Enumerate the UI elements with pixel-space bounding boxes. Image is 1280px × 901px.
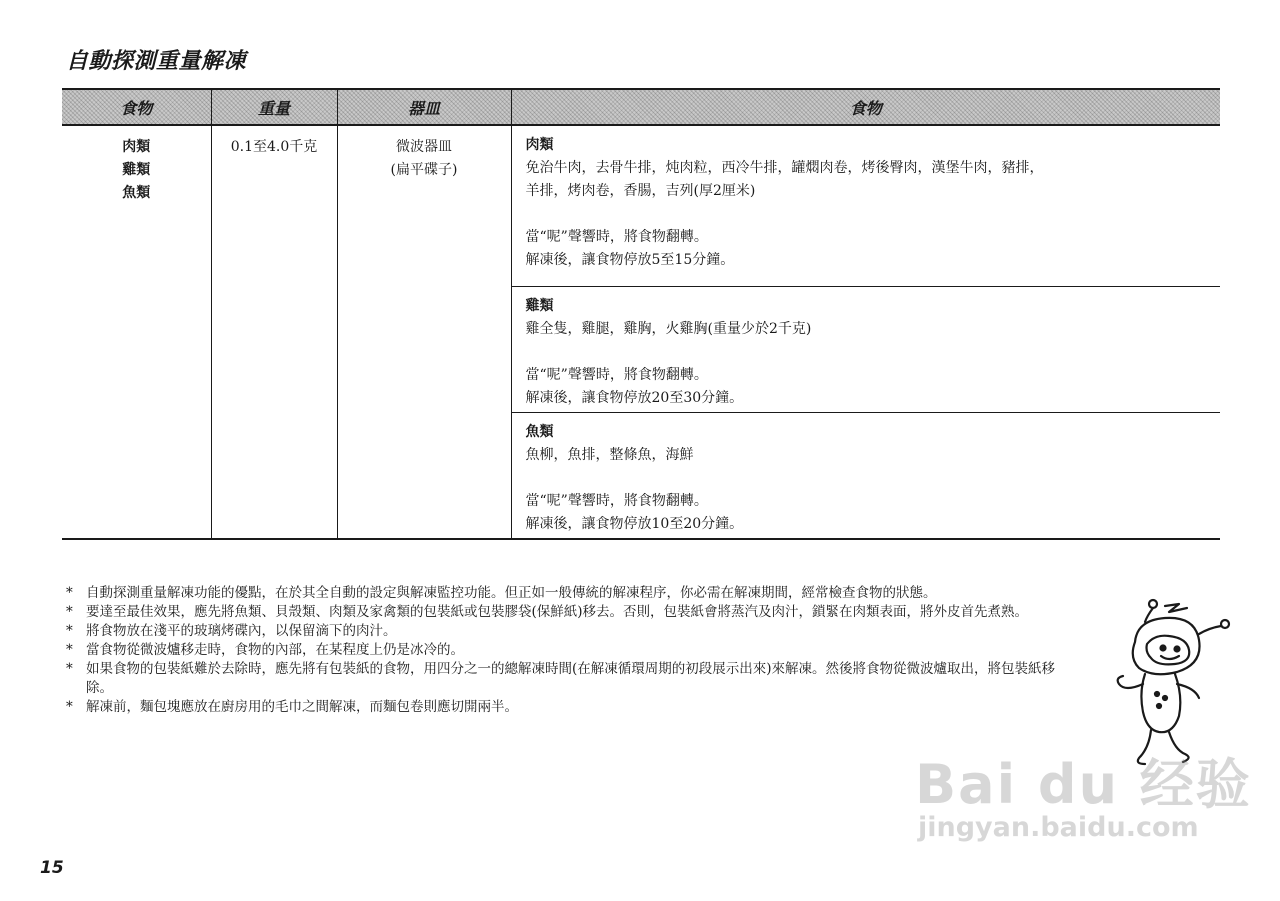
- page-title: 自動探測重量解凍: [66, 49, 247, 74]
- header-food: 食物: [62, 89, 211, 125]
- section-heading: 肉類: [525, 137, 554, 153]
- note-item: [66, 698, 1071, 717]
- header-dish: 器皿: [337, 89, 511, 125]
- food-type-fish: 魚類: [122, 185, 151, 201]
- note-item: [66, 641, 1071, 660]
- note-item: [66, 603, 1071, 622]
- section-items-line: 魚柳，魚排，整條魚，海鮮: [525, 447, 694, 463]
- table-header-row: [62, 89, 1220, 125]
- section-heading: 魚類: [525, 424, 554, 440]
- note-text: 將食物放在淺平的玻璃烤碟內，以保留滴下的肉汁。: [86, 623, 397, 639]
- note-text: 自動探測重量解凍功能的優點，在於其全自動的設定與解凍監控功能。但正如一般傳統的解凍程序，你必需在解凍期間，經常檢查食物的狀態。: [86, 585, 937, 601]
- note-text: 當食物從微波爐移走時，食物的內部，在某程度上仍是冰冷的。: [86, 642, 464, 658]
- section-instruction: 當“呢”聲響時，將食物翻轉。: [525, 367, 708, 383]
- section-instruction: 當“呢”聲響時，將食物翻轉。: [525, 493, 708, 509]
- note-item: [66, 660, 1071, 698]
- defrost-table: [62, 88, 1220, 540]
- watermark-url: jingyan.baidu.com: [918, 812, 1199, 843]
- note-marker: *: [66, 699, 73, 715]
- food-type-cell: [62, 125, 211, 539]
- table-row: [62, 125, 1220, 539]
- weight-cell: [211, 125, 337, 539]
- notes-list: [66, 584, 1071, 717]
- note-text: 解凍前，麵包塊應放在廚房用的毛巾之間解凍，而麵包卷則應切開兩半。: [86, 699, 518, 715]
- note-text: 要達至最佳效果，應先將魚類、貝殼類、肉類及家禽類的包裝紙或包裝膠袋(保鮮紙)移去。否則，包裝紙會將蒸汽及肉汁，鎖緊在肉類表面，將外皮首先煮熟。: [86, 604, 1029, 620]
- note-marker: *: [66, 661, 73, 677]
- note-marker: *: [66, 604, 73, 620]
- header-food-detail: 食物: [511, 89, 1220, 125]
- section-poultry: [512, 286, 1221, 412]
- dish-name: 微波器皿: [396, 139, 452, 155]
- section-fish: [512, 412, 1221, 538]
- section-meat: [512, 126, 1221, 286]
- note-marker: *: [66, 585, 73, 601]
- detail-cell: [511, 125, 1220, 539]
- section-instruction: 解凍後，讓食物停放5至15分鐘。: [525, 252, 735, 268]
- note-item: [66, 584, 1071, 603]
- section-instruction: 解凍後，讓食物停放20至30分鐘。: [525, 390, 744, 406]
- dish-note: (扁平碟子): [390, 162, 458, 178]
- section-heading: 雞類: [525, 298, 554, 314]
- note-item: [66, 622, 1071, 641]
- watermark-logo: Bai du 经验: [915, 753, 1252, 816]
- weight-range: 0.1至4.0千克: [230, 139, 318, 155]
- section-items-line: 免治牛肉，去骨牛排，炖肉粒，西冷牛排，罐燜肉卷，烤後臀肉，漢堡牛肉，豬排，: [525, 160, 1044, 176]
- note-text: 如果食物的包裝紙難於去除時，應先將有包裝紙的食物，用四分之一的總解凍時間(在解凍循環周期的初段展示出來)來解凍。然後將食物從微波爐取出，將包裝紙移除。: [86, 661, 1056, 696]
- section-instruction: 解凍後，讓食物停放10至20分鐘。: [525, 516, 744, 532]
- section-items-line: 羊排，烤肉卷，香腸，吉列(厚2厘米): [525, 183, 756, 199]
- food-type-meat: 肉類: [122, 139, 151, 155]
- note-marker: *: [66, 642, 73, 658]
- food-type-poultry: 雞類: [122, 162, 151, 178]
- section-instruction: 當“呢”聲響時，將食物翻轉。: [525, 229, 708, 245]
- page-number: 15: [40, 858, 64, 878]
- header-weight: 重量: [211, 89, 337, 125]
- dish-cell: [337, 125, 511, 539]
- note-marker: *: [66, 623, 73, 639]
- section-items-line: 雞全隻，雞腿，雞胸，火雞胸(重量少於2千克): [525, 321, 812, 337]
